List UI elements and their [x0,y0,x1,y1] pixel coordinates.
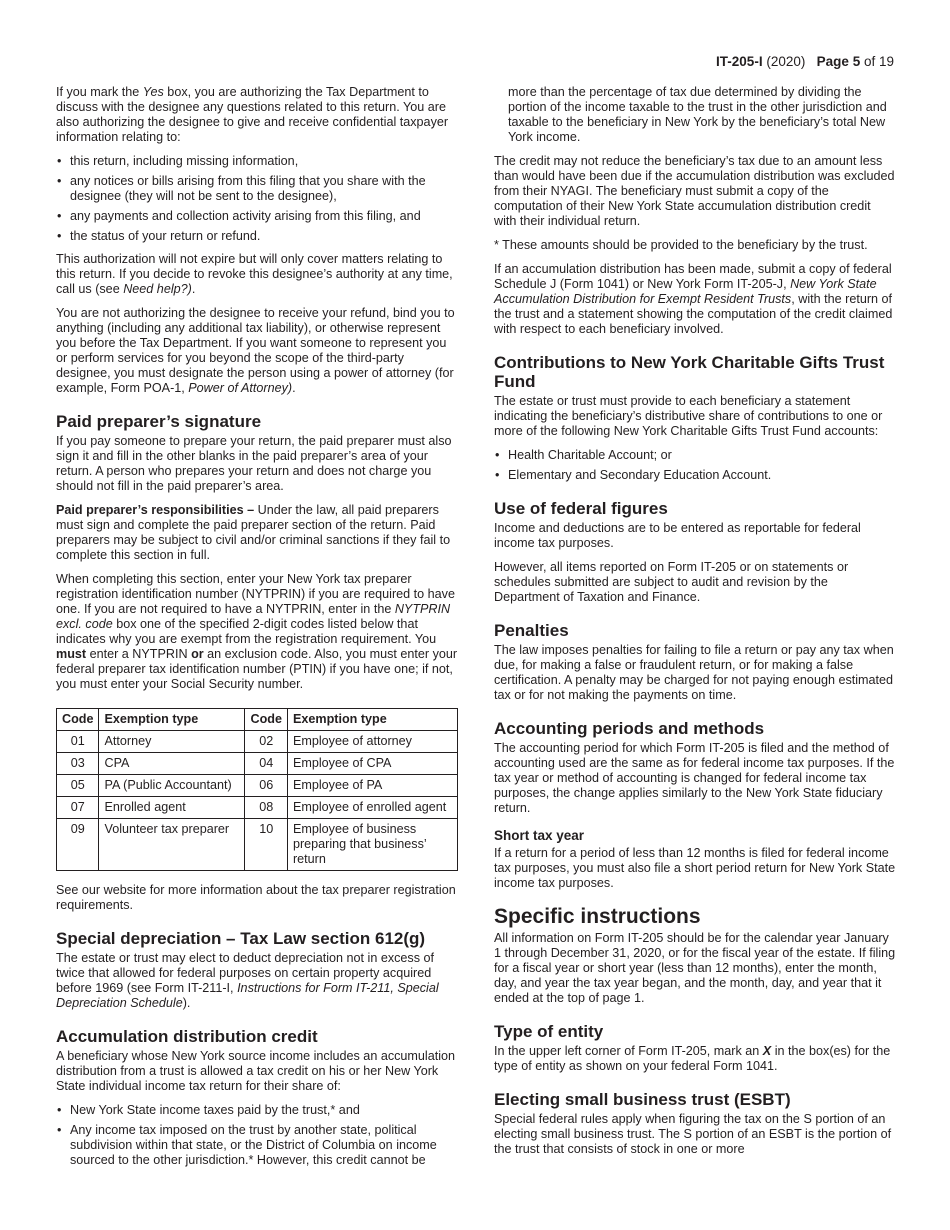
list-item: • any payments and collection activity arising from this filing, and [56,209,458,224]
accumulation-credit-heading: Accumulation distribution credit [56,1027,318,1046]
right-column [494,85,896,1166]
penalties-heading: Penalties [494,621,569,640]
table-cell: 01 [57,731,99,753]
penalties-paragraph: The law imposes penalties for failing to file a return or pay any tax when due, for making a false or fraudulent return, or for making a false certification. A penalty may be charged for not paying enough estimated tax or for not making the payments on time. [494,643,894,702]
table-cell: Employee of attorney [287,731,457,753]
table-cell: Employee of business preparing that business’ return [287,819,457,871]
designee-bullets [56,154,458,244]
table-cell: 03 [57,753,99,775]
authorization-paragraph: This authorization will not expire but will only cover matters relating to this return. If you decide to revoke this designee’s authority at any time, call us (see Need help?). [56,252,453,296]
table-cell: 08 [245,797,287,819]
footnote-paragraph: * These amounts should be provided to the beneficiary by the trust. [494,238,868,252]
charitable-accounts-list [494,448,896,483]
form-year: (2020) [766,54,806,69]
website-paragraph: See our website for more information about the tax preparer registration requirements. [56,883,456,912]
paid-preparer-heading: Paid preparer’s signature [56,412,262,431]
special-depreciation-paragraph: The estate or trust may elect to deduct depreciation not in excess of twice that allowed for federal purposes on certain property acquired before 1969 (see Form IT-211-I, Instructions for Form IT-211, Special Depreciation Schedule). [56,951,439,1010]
audit-paragraph: However, all items reported on Form IT-205 or on statements or schedules submitted are subject to audit and revision by the Department of Taxation and Finance. [494,560,849,604]
table-cell: Volunteer tax preparer [99,819,245,871]
table-cell: 06 [245,775,287,797]
page-header [716,54,894,69]
table-cell: 04 [245,753,287,775]
designee-paragraph: If you mark the Yes box, you are authorizing the Tax Department to discuss with the designee any questions related to this return. You are also authorizing the designee to give and receive confidential taxpayer information relating to: [56,85,449,144]
table-cell: 07 [57,797,99,819]
left-column [56,85,458,1176]
table-cell: 10 [245,819,287,871]
not-authorizing-paragraph: You are not authorizing the designee to receive your refund, bind you to anything (including any additional tax liability), or otherwise represent you before the Tax Department. If you want someone to represent you or perform services for you beyond the scope of the third-party designee, you must designate the person using a power of attorney (for example, Form POA-1, Power of Attorney). [56,306,455,395]
credit-limit-paragraph: The credit may not reduce the beneficiary’s tax due to an amount less than would have been due if the accumulation distribution was excluded from their NYAGI. The beneficiary must submit a copy of the computation of their New York State accumulation distribution credit with their individual return. [494,154,895,228]
form-number: IT-205-I [716,54,763,69]
column-header: Exemption type [287,709,457,731]
specific-instructions-paragraph: All information on Form IT-205 should be for the calendar year January 1 through December 31, 2020, or for the fiscal year of the estate. If filing for a fiscal year or short year (less than 12 months), enter the month, day, and year the tax year began, and the month, day, and year that it ended at the top of page 1. [494,931,896,1005]
table-cell: 05 [57,775,99,797]
paid-preparer-paragraph: If you pay someone to prepare your return, the paid preparer must also sign it and fill in the other blanks in the paid preparer’s area of your return. A person who prepares your return and does not charge you should not fill in the paid preparer’s area. [56,434,452,493]
schedule-j-paragraph: If an accumulation distribution has been made, submit a copy of federal Schedule J (Form 1041) or New York Form IT-205-J, New York State Accumulation Distribution for Exempt Resident Trusts, with the return of the trust and a statement showing the computation of the credit claimed with respect to each beneficiary involved. [494,262,893,336]
table-cell: Attorney [99,731,245,753]
table-cell: Employee of CPA [287,753,457,775]
list-item: • any notices or bills arising from this filing that you share with the designee (they will not be sent to the designee), [56,174,458,204]
short-tax-year-paragraph: If a return for a period of less than 12 months is filed for federal income tax purposes, you must also file a short period return for New York State income tax purposes. [494,846,896,890]
specific-instructions-heading: Specific instructions [494,905,701,928]
table-cell: 02 [245,731,287,753]
table-row [57,775,458,797]
table-cell: Employee of PA [287,775,457,797]
type-of-entity-paragraph: In the upper left corner of Form IT-205, mark an X in the box(es) for the type of entity as shown on your federal Form 1041. [494,1044,891,1073]
table-header-row [57,709,458,731]
column-header: Exemption type [99,709,245,731]
accumulation-credit-paragraph: A beneficiary whose New York source income includes an accumulation distribution from a trust is allowed a tax credit on his or her New York State individual income tax return for their share of: [56,1049,456,1093]
table-cell: Employee of enrolled agent [287,797,457,819]
accounting-periods-paragraph: The accounting period for which Form IT-205 is filed and the method of accounting used are the same as for federal income tax purposes. If the tax year or method of accounting is changed for federal income tax purposes, the change applies similarly to the New York State fiduciary return. [494,741,895,815]
federal-figures-heading: Use of federal figures [494,499,668,518]
federal-figures-paragraph: Income and deductions are to be entered as reportable for federal income tax purposes. [494,521,861,550]
esbt-heading: Electing small business trust (ESBT) [494,1090,791,1109]
charitable-gifts-paragraph: The estate or trust must provide to each beneficiary a statement indicating the beneficiary’s distributive share of contributions to one or more of the following New York Charitable Gifts Trust Fund accounts: [494,394,883,438]
accumulation-bullets [56,1103,458,1168]
charitable-gifts-heading: Contributions to New York Charitable Gifts Trust Fund [494,353,885,391]
list-item: • New York State income taxes paid by the trust,* and [56,1103,458,1118]
special-depreciation-heading: Special depreciation – Tax Law section 612(g) [56,929,426,948]
preparer-responsibilities-paragraph: Paid preparer’s responsibilities – Under the law, all paid preparers must sign and complete the paid preparer section of the return. Paid preparers may be subject to civil and/or criminal sanctions if they fail to complete this section in full. [56,503,451,562]
exemption-codes-table [56,708,458,871]
column-header: Code [245,709,287,731]
nytprin-paragraph: When completing this section, enter your New York tax preparer registration identification number (NYTPRIN) if you are required to have one. If you are not required to have a NYTPRIN, enter in the NYTPRIN excl. code box one of the specified 2-digit codes listed below that indicates why you are exempt from the registration requirement. You must enter a NYTPRIN or an exclusion code. Also, you must enter your federal preparer tax identification number (PTIN) if you have one; if not, you must enter your Social Security number. [56,572,458,691]
list-item: • Health Charitable Account; or [494,448,896,463]
table-row [57,797,458,819]
list-item: • this return, including missing information, [56,154,458,169]
page-total: of 19 [863,54,894,69]
table-cell: PA (Public Accountant) [99,775,245,797]
list-item: • Any income tax imposed on the trust by another state, political subdivision within that state, or the District of Columbia on income sourced to the other jurisdiction.* However, this credit cannot be [56,1123,458,1168]
table-cell: 09 [57,819,99,871]
accounting-periods-heading: Accounting periods and methods [494,719,765,738]
continued-bullet-text: more than the percentage of tax due determined by dividing the portion of the income taxable to the trust in the other jurisdiction and taxable to the beneficiary in New York by the beneficiary’s total New York income. [508,85,887,144]
table-row [57,731,458,753]
page-number: 5 [852,54,861,69]
type-of-entity-heading: Type of entity [494,1022,604,1041]
page-label: Page [816,54,849,69]
column-header: Code [57,709,99,731]
table-row [57,753,458,775]
table-cell: CPA [99,753,245,775]
table-cell: Enrolled agent [99,797,245,819]
table-row [57,819,458,871]
list-item: • Elementary and Secondary Education Account. [494,468,896,483]
esbt-paragraph: Special federal rules apply when figuring the tax on the S portion of an electing small business trust. The S portion of an ESBT is the portion of the trust that consists of stock in one or more [494,1112,892,1156]
list-item: • the status of your return or refund. [56,229,458,244]
short-tax-year-heading: Short tax year [494,828,585,843]
